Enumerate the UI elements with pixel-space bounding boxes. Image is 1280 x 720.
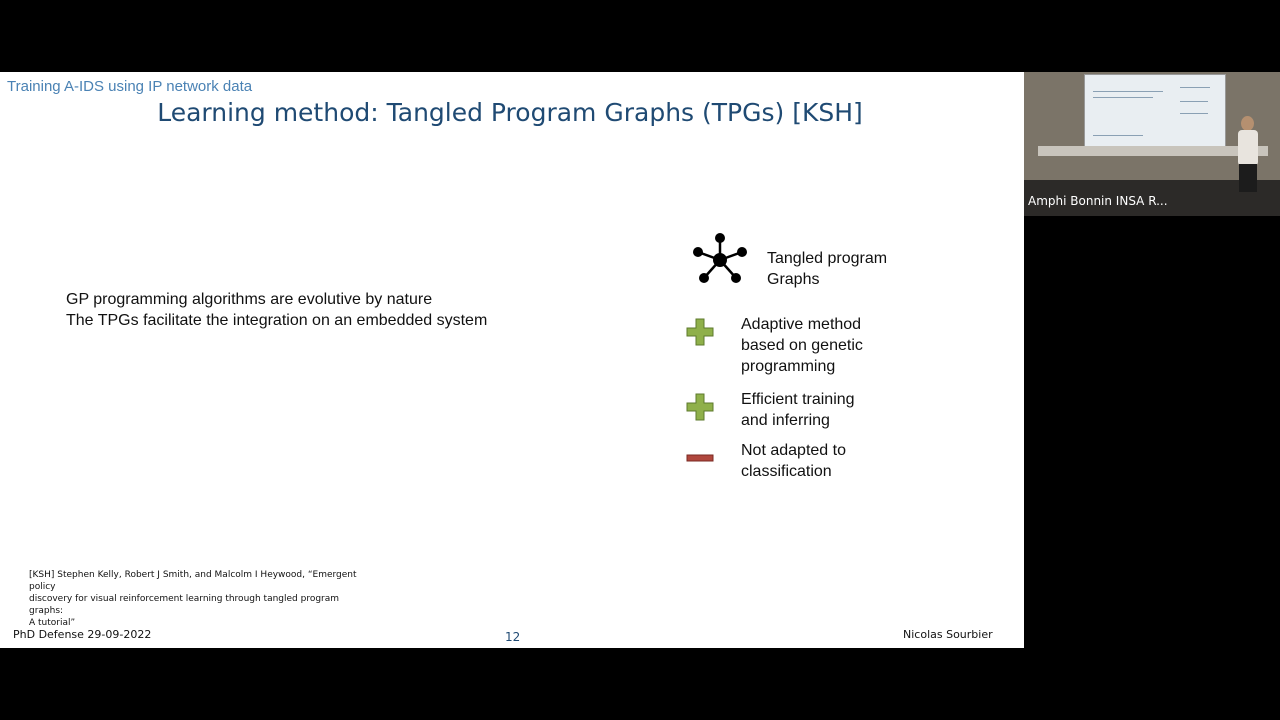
- reference-note: [29, 569, 369, 629]
- point-line: based on genetic: [741, 337, 863, 354]
- point-line: and inferring: [741, 412, 830, 429]
- minus-icon: [686, 444, 714, 472]
- tpg-label-line: Tangled program: [767, 250, 888, 267]
- speaker-legs: [1239, 164, 1257, 192]
- speaker-body: [1238, 130, 1258, 166]
- footer-date: PhD Defense 29-09-2022: [13, 628, 152, 641]
- reference-line: discovery for visual reinforcement learning through tangled program graphs:: [29, 594, 340, 616]
- point-line: classification: [741, 463, 832, 480]
- reference-line: [KSH] Stephen Kelly, Robert J Smith, and Malcolm I Heywood, “Emergent policy: [29, 570, 357, 592]
- graph-network-icon: [690, 232, 750, 286]
- plus-icon: [686, 318, 714, 346]
- body-line: The TPGs facilitate the integration on an embedded system: [66, 312, 488, 329]
- point-text: [741, 314, 901, 377]
- tpg-label-line: Graphs: [767, 271, 820, 288]
- slide-title: Learning method: Tangled Program Graphs (TPGs) [KSH]: [157, 98, 863, 127]
- section-title: Training A-IDS using IP network data: [7, 78, 253, 95]
- projection-screen: [1084, 74, 1226, 156]
- page-number: 12: [505, 630, 521, 644]
- speaker-video[interactable]: [1024, 72, 1280, 216]
- point-line: Adaptive method: [741, 316, 862, 333]
- plus-icon: [686, 393, 714, 421]
- body-text: [66, 289, 487, 331]
- point-line: Not adapted to: [741, 442, 846, 459]
- point-line: Efficient training: [741, 391, 855, 408]
- tpg-label: [767, 248, 927, 290]
- whiteboard-ledge: [1038, 146, 1268, 156]
- presentation-slide: [0, 72, 1024, 648]
- reference-line: A tutorial”: [29, 618, 76, 628]
- video-label: Amphi Bonnin INSA R...: [1028, 194, 1168, 208]
- point-text: [741, 389, 901, 431]
- speaker-head: [1241, 116, 1254, 131]
- point-line: programming: [741, 358, 836, 375]
- footer-author: Nicolas Sourbier: [903, 628, 993, 641]
- body-line: GP programming algorithms are evolutive by nature: [66, 291, 433, 308]
- point-text: [741, 440, 901, 482]
